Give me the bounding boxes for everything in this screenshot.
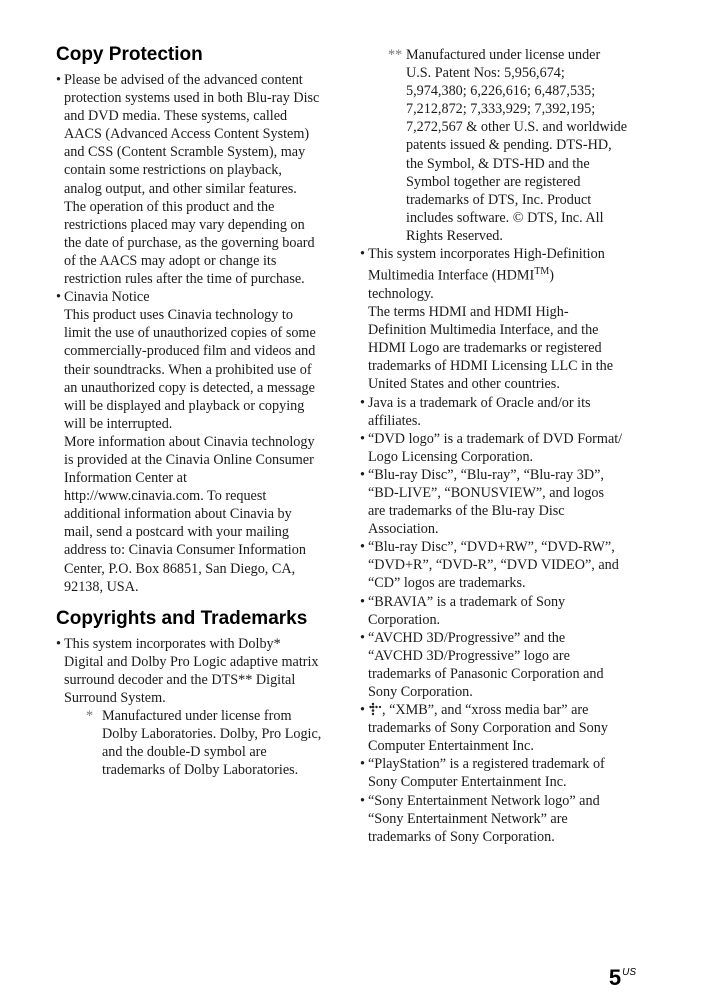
bluray-item (360, 466, 646, 538)
bullet: • (360, 702, 365, 719)
bravia-item (360, 593, 646, 629)
dolby-dts-text: This system incorporates with Dolby* Digital and Dolby Pro Logic adaptive matrix surround decoder and the DTS** Digital Surround System. (64, 635, 319, 706)
page-number (609, 965, 636, 991)
hdmi-body: The terms HDMI and HDMI High- Definition Multimedia Interface, and the HDMI Logo are trademarks or registered trademarks of HDMI Licensing LLC in the United States and other countries. (368, 304, 614, 393)
hdmi-line-2: Multimedia Interface (HDMI (368, 267, 535, 284)
sen-item (360, 792, 646, 846)
bullet: • (360, 394, 365, 411)
bullet: • (360, 430, 365, 447)
bullet: • (360, 756, 365, 773)
hdmi-line-2-close: ) (549, 267, 554, 284)
right-column (360, 44, 646, 846)
bullet: • (56, 635, 61, 652)
dolby-dts-item (56, 635, 342, 707)
xmb-rest: trademarks of Sony Corporation and Sony Computer Entertainment Inc. (368, 720, 608, 755)
java-text: Java is a trademark of Oracle and/or its affiliates. (368, 394, 591, 429)
xmb-logo-icon (368, 702, 382, 716)
bluray-text: “Blu-ray Disc”, “Blu-ray”, “Blu-ray 3D”, “BD-LIVE”, “BONUSVIEW”, and logos are trademarks of the Blu-ray Disc Association. (368, 466, 605, 538)
hdmi-item (360, 245, 646, 303)
dvd-logo-text: “DVD logo” is a trademark of DVD Format/ Logo Licensing Corporation. (368, 430, 623, 465)
bullet: • (360, 792, 365, 809)
bullet: • (360, 629, 365, 646)
aacs-notice-item (56, 71, 342, 288)
dvd-logo-item (360, 430, 646, 466)
xmb-item (360, 701, 646, 755)
dvd-formats-item (360, 538, 646, 592)
bullet: • (360, 539, 365, 556)
hdmi-line-1: This system incorporates High-Definition (368, 246, 605, 263)
avchd-item (360, 629, 646, 701)
playstation-text: “PlayStation” is a registered trademark of Sony Computer Entertainment Inc. (368, 756, 605, 791)
trademark-symbol: TM (534, 266, 550, 278)
page-number-value: 5 (608, 965, 622, 990)
footnote-mark: * (86, 708, 94, 725)
avchd-text: “AVCHD 3D/Progressive” and the “AVCHD 3D/Progressive” logo are trademarks of Panasonic Corporation and Sony Corporation. (368, 629, 604, 701)
cinavia-notice-item (56, 288, 342, 306)
cinavia-notice-title: Cinavia Notice (64, 289, 150, 306)
bullet: • (360, 246, 365, 263)
copy-protection-heading: Copy Protection (56, 44, 203, 65)
copyrights-heading: Copyrights and Trademarks (56, 607, 308, 629)
cinavia-notice-body: This product uses Cinavia technology to limit the use of unauthorized copies of some commercially-produced film and videos and their soundtracks. When a prohibited use of an unauthorized copy is detected, a message will be displayed and playback or copying will be interrupted. More information about Cinavia technology is provided at the Cinavia Online Consumer Information Center at http://www.cinavia.com. To request additional information about Cinavia by mail, send a postcard with your mailing address to: Cinavia Consumer Information Center, P.O. Box 86851, San Diego, CA, 92138, USA. (64, 307, 316, 595)
bravia-text: “BRAVIA” is a trademark of Sony Corporation. (368, 593, 566, 628)
region-code: US (622, 967, 636, 978)
dts-footnote (360, 46, 646, 245)
hdmi-line-3: technology. (368, 285, 434, 302)
bullet: • (360, 593, 365, 610)
sen-text: “Sony Entertainment Network logo” and “Sony Entertainment Network” are trademarks of Sony Corporation. (368, 792, 600, 845)
dolby-footnote-text: Manufactured under license from Dolby Laboratories. Dolby, Pro Logic, and the double-D symbol are trademarks of Dolby Laboratories. (102, 708, 322, 779)
dts-footnote-text: Manufactured under license under U.S. Patent Nos: 5,956,674; 5,974,380; 6,226,616; 6,487,535; 7,212,872; 7,333,929; 7,392,195; 7,272,567 & other U.S. and worldwide patents issued & pending. DTS-HD, the Symbol, & DTS-HD and the Symbol together are registered trademarks of DTS, Inc. Product includes software. © DTS, Inc. All Rights Reserved. (406, 47, 628, 244)
bullet: • (56, 289, 61, 306)
left-column (56, 44, 342, 779)
footnote-mark: ** (388, 47, 403, 63)
dolby-footnote (56, 707, 342, 779)
bullet: • (360, 466, 365, 483)
aacs-notice-text: Please be advised of the advanced content protection systems used in both Blu-ray Disc and DVD media. These systems, called AACS (Advanced Access Content System) and CSS (Content Scramble System), may contain some restrictions on playback, analog output, and other similar features. The operation of this product and the restrictions placed may vary depending on the date of purchase, as the governing board of the AACS may adopt or change its restriction rules after the time of purchase. (64, 72, 320, 288)
xmb-first-line: , “XMB”, and “xross media bar” are (382, 702, 589, 719)
java-item (360, 394, 646, 430)
playstation-item (360, 755, 646, 791)
bullet: • (56, 72, 61, 88)
dvd-formats-text: “Blu-ray Disc”, “DVD+RW”, “DVD-RW”, “DVD+R”, “DVD-R”, “DVD VIDEO”, and “CD” logos are trademarks. (368, 539, 619, 592)
